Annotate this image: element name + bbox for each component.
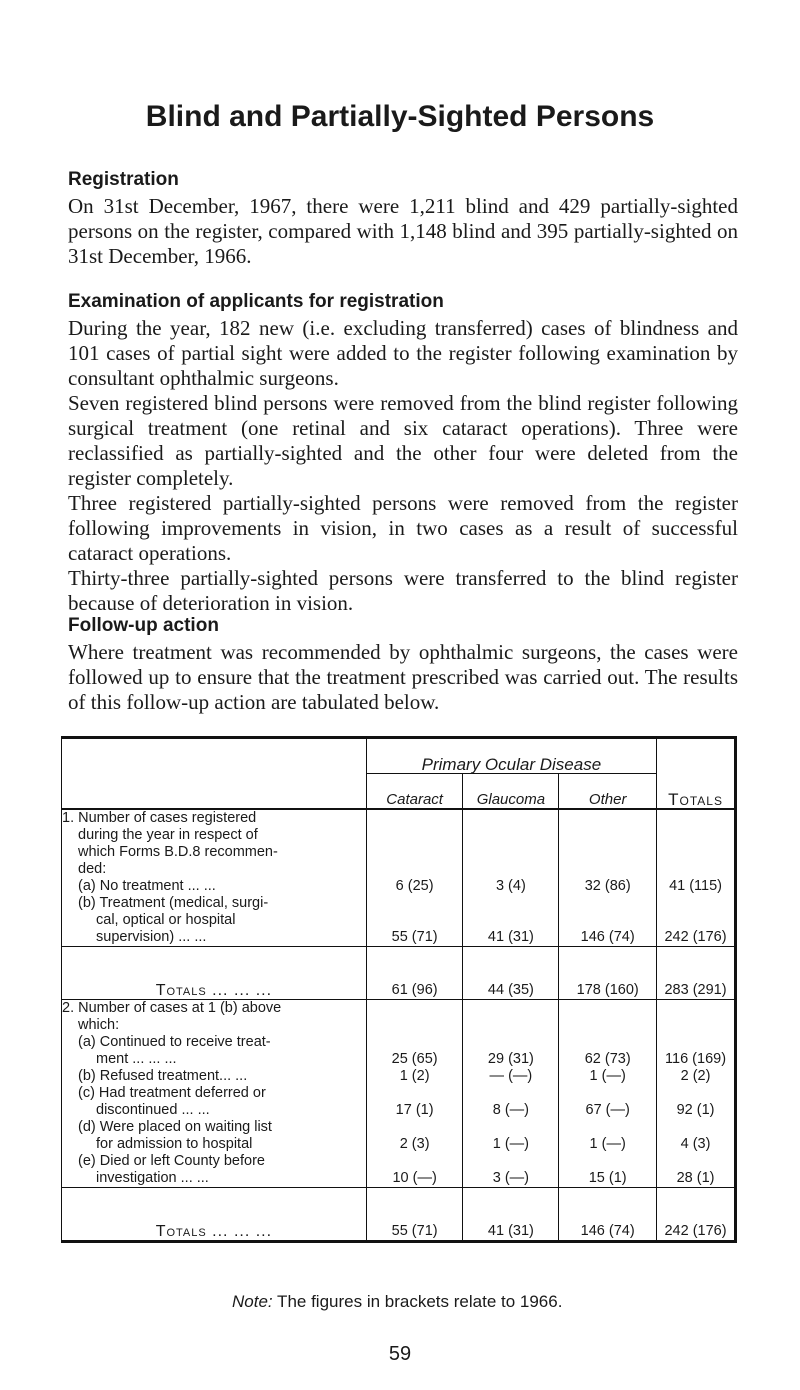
examination-heading: Examination of applicants for registration (68, 291, 444, 312)
cell-value: 92 (1) (676, 1102, 715, 1118)
cell-value: 17 (1) (395, 1102, 434, 1118)
row-label: investigation ... ... (96, 1170, 209, 1186)
cell-value: 4 (3) (680, 1136, 711, 1152)
cell-value: 32 (86) (584, 878, 631, 894)
cell-value: 62 (73) (584, 1051, 631, 1067)
cell-value: 67 (—) (585, 1102, 630, 1118)
section-2-row (62, 1000, 736, 1188)
examination-section (68, 290, 738, 616)
followup-paragraph: Where treatment was recommended by ophthalmic surgeons, the cases were followed up to ensure that the treatment prescribed was carried out. The results of this follow-up action are tabulated below. (68, 640, 738, 714)
cell-value: 146 (74) (580, 929, 635, 945)
section-1-row (62, 809, 736, 947)
cell-value: 41 (115) (669, 878, 722, 894)
totals-label: Totals ... ... ... (62, 947, 367, 1000)
row-label: (a) Continued to receive treat- (78, 1034, 271, 1050)
total-cataract: 55 (71) (366, 1188, 463, 1242)
other-header: Other (559, 774, 657, 810)
totals-header: Totals (657, 738, 736, 810)
cell-value: 29 (31) (487, 1051, 534, 1067)
cell-value: 3 (4) (495, 878, 526, 894)
row-label: cal, optical or hospital (96, 912, 236, 928)
cell-value: 1 (—) (589, 1136, 626, 1152)
cell-value: 8 (—) (492, 1102, 530, 1118)
total-glaucoma: 41 (31) (463, 1188, 559, 1242)
followup-heading: Follow-up action (68, 615, 219, 636)
page-title: Blind and Partially-Sighted Persons (145, 100, 655, 133)
registration-heading: Registration (68, 169, 179, 190)
section-2-labels (62, 1000, 367, 1188)
section-2-intro-line: 2. Number of cases at 1 (b) above (62, 1000, 282, 1016)
cell-value: 116 (169) (665, 1051, 727, 1067)
cell-value: 1 (—) (589, 1068, 626, 1084)
row-label: supervision) ... ... (96, 929, 207, 945)
table-corner-cell (62, 738, 367, 810)
total-cataract: 61 (96) (366, 947, 463, 1000)
section-1-glaucoma-values (463, 809, 559, 947)
note-text: The figures in brackets relate to 1966. (272, 1292, 563, 1311)
cell-value: 6 (25) (395, 878, 434, 894)
registration-paragraph (68, 194, 738, 269)
followup-section (68, 614, 738, 715)
row-label: (b) Treatment (medical, surgi- (78, 895, 269, 911)
cell-value: 242 (176) (664, 929, 727, 945)
follow-up-table (61, 736, 737, 1243)
row-label: (c) Had treatment deferred or (78, 1085, 266, 1101)
section-1-intro-line: during the year in respect of (78, 827, 258, 843)
cell-value: 10 (—) (392, 1170, 437, 1186)
cataract-header: Cataract (366, 774, 463, 810)
row-label: for admission to hospital (96, 1136, 253, 1152)
section-2-totals-values (657, 1000, 736, 1188)
note-prefix: Note: (232, 1292, 273, 1311)
section-2-intro-line: which: (78, 1017, 120, 1033)
cell-value: 55 (71) (391, 929, 438, 945)
totals-label: Totals ... ... ... (62, 1188, 367, 1242)
cell-value: 41 (31) (487, 929, 534, 945)
total-all: 283 (291) (657, 947, 736, 1000)
cell-value: 28 (1) (676, 1170, 715, 1186)
cell-value: 3 (—) (492, 1170, 530, 1186)
section-1-intro-line: which Forms B.D.8 recommen- (78, 844, 278, 860)
total-all: 242 (176) (657, 1188, 736, 1242)
section-1-intro-line: 1. Number of cases registered (62, 810, 257, 826)
row-label: ment ... ... ... (96, 1051, 177, 1067)
cell-value: 1 (2) (399, 1068, 430, 1084)
row-label: discontinued ... ... (96, 1102, 210, 1118)
cell-value: 1 (—) (492, 1136, 530, 1152)
total-glaucoma: 44 (35) (463, 947, 559, 1000)
cell-value: — (—) (489, 1068, 533, 1084)
section-1-totals-values (657, 809, 736, 947)
row-label: (d) Were placed on waiting list (78, 1119, 272, 1135)
row-label: (b) Refused treatment... ... (78, 1068, 248, 1084)
section-1-other-values (559, 809, 657, 947)
cell-value: 25 (65) (391, 1051, 438, 1067)
cell-value: 15 (1) (588, 1170, 627, 1186)
total-other: 178 (160) (559, 947, 657, 1000)
examination-paragraph-3: Three registered partially-sighted persons were removed from the register following improvements in vision, in two cases as a result of successful cataract operations. (68, 491, 738, 565)
row-label: (e) Died or left County before (78, 1153, 265, 1169)
section-2-other-values (559, 1000, 657, 1188)
section-2-glaucoma-values (463, 1000, 559, 1188)
table-note (232, 1292, 562, 1312)
registration-text: On 31st December, 1967, there were 1,211 blind and 429 partially-sighted persons on the register, compared with 1,148 blind and 395 partially-sighted on 31st December, 1966. (68, 194, 738, 268)
glaucoma-header: Glaucoma (463, 774, 559, 810)
page-number: 59 (388, 1343, 412, 1365)
cell-value: 2 (2) (680, 1068, 711, 1084)
examination-paragraph-2: Seven registered blind persons were removed from the blind register following surgical treatment (one retinal and six cataract operations). Three were reclassified as partially-sighted and the other four were deleted from the register completely. (68, 391, 738, 490)
section-1-cataract-values (366, 809, 463, 947)
section-1-totals-row (62, 947, 736, 1000)
primary-disease-header: Primary Ocular Disease (366, 738, 656, 774)
section-2-totals-row (62, 1188, 736, 1242)
examination-paragraph-1: During the year, 182 new (i.e. excluding transferred) cases of blindness and 101 cases of partial sight were added to the register following examination by consultant ophthalmic surgeons. (68, 316, 738, 390)
section-1-labels (62, 809, 367, 947)
registration-section (68, 168, 738, 269)
examination-paragraph-4: Thirty-three partially-sighted persons were transferred to the blind register because of deterioration in vision. (68, 566, 738, 615)
section-1-intro-line: ded: (78, 861, 107, 877)
cell-value: 2 (3) (399, 1136, 430, 1152)
row-label: (a) No treatment ... ... (78, 878, 216, 894)
total-other: 146 (74) (559, 1188, 657, 1242)
section-2-cataract-values (366, 1000, 463, 1188)
